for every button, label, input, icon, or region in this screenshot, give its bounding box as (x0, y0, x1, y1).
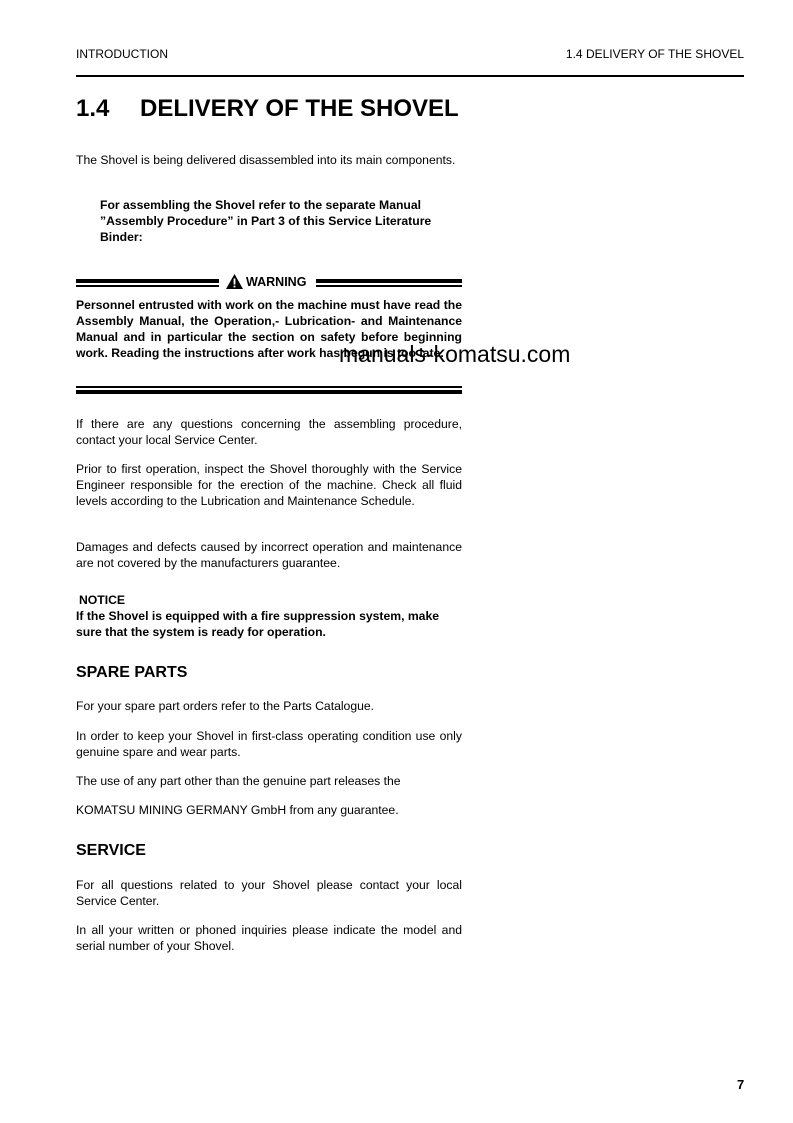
spare-parts-paragraph-2: In order to keep your Shovel in first-class operating condition use only genuine spare and wear parts. (76, 729, 462, 759)
warning-rule-right (316, 279, 462, 287)
section-number: 1.4 (76, 95, 110, 122)
notice-text: If the Shovel is equipped with a fire suppression system, make sure that the system is ready for operation. (76, 609, 440, 639)
intro-paragraph: The Shovel is being delivered disassembled into its main components. (76, 153, 456, 167)
service-paragraph-2: In all your written or phoned inquiries please indicate the model and serial number of your Shovel. (76, 923, 462, 953)
assembly-note: For assembling the Shovel refer to the separate Manual ”Assembly Procedure” in Part 3 of this Service Literature Binder: (100, 198, 432, 244)
spare-parts-paragraph-3: The use of any part other than the genuine part releases the (76, 774, 401, 788)
warning-header (76, 275, 462, 289)
spare-parts-paragraph-1: For your spare part orders refer to the Parts Catalogue. (76, 699, 375, 713)
notice-label: NOTICE (79, 593, 126, 607)
service-heading: SERVICE (76, 842, 146, 859)
service-paragraph-1: For all questions related to your Shovel please contact your local Service Center. (76, 878, 462, 908)
warning-label (226, 274, 306, 289)
header-rule (76, 75, 744, 77)
running-header-left: INTRODUCTION (76, 47, 168, 61)
warning-triangle-icon (226, 274, 243, 289)
damages-paragraph: Damages and defects caused by incorrect operation and maintenance are not covered by the manufacturers guarantee. (76, 540, 462, 570)
running-header-right: 1.4 DELIVERY OF THE SHOVEL (565, 47, 744, 61)
section-title: DELIVERY OF THE SHOVEL (140, 95, 459, 122)
warning-footer-rule (76, 386, 462, 394)
warning-label-text: WARNING (246, 274, 307, 289)
spare-parts-heading: SPARE PARTS (76, 664, 188, 681)
inspection-paragraph: Prior to first operation, inspect the Shovel thoroughly with the Service Engineer responsible for the erection of the machine. Check all fluid levels according to the Lubrication and Maintenance Schedule. (76, 462, 462, 508)
questions-paragraph: If there are any questions concerning the assembling procedure, contact your local Service Center. (76, 417, 462, 447)
watermark: manuals-komatsu.com (339, 341, 571, 367)
page-number: 7 (737, 1077, 745, 1092)
warning-rule-left (76, 279, 219, 287)
spare-parts-paragraph-4: KOMATSU MINING GERMANY GmbH from any guarantee. (76, 803, 399, 817)
warning-text: Personnel entrusted with work on the machine must have read the Assembly Manual, the Operation,- Lubrication- and Maintenance Manual and in particular the section on safety before beginning work. Reading the instructions after work has begun is too late. (76, 298, 462, 360)
page-title (76, 95, 459, 123)
